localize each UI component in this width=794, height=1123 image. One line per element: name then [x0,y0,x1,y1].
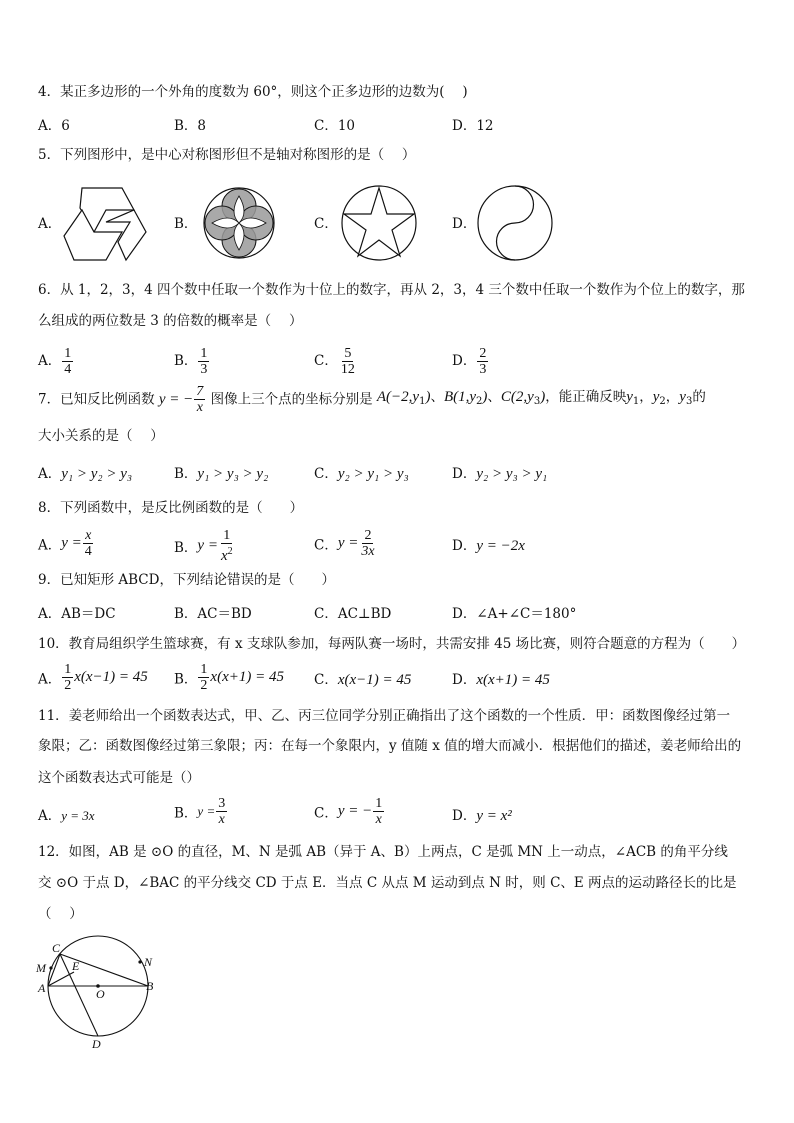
q8-stem: 8．下列函数中，是反比例函数的是（ ） [38,500,304,516]
q9-option-b: B．AC＝BD [174,606,252,622]
q4-option-b: B．8 [174,118,207,134]
q12-label-m: M [36,961,46,975]
q5-stem: 5．下列图形中，是中心对称图形但不是轴对称图形的是（ ） [38,147,416,163]
q12-label-o: O [96,987,105,1001]
q6-option-c: C． $\frac{5}{12}$ [314,346,355,377]
q6-line2: 么组成的两位数是 3 的倍数的概率是（ ） [38,313,303,329]
q8-option-d: D．y = −2x [452,538,525,554]
q8-option-a: A．y = $\frac{x}{4}$ [38,528,92,559]
q11-option-d: D．y = x² [452,808,512,824]
q8-option-b: B．y = $\frac{1}{x^2}$ [174,528,233,564]
q11-line2: 象限；乙：函数图像经过第三象限；丙：在每一个象限内，y 值随 x 值的增大而减小．根据他们的描述，姜老师给出的 [38,738,742,754]
q10-stem: 10．教育局组织学生篮球赛，有 x 支球队参加，每两队赛一场时，共需安排 45 场比赛，则符合题意的方程为（ ） [38,636,746,652]
q12-label-e: E [72,959,80,973]
q9-option-a: A．AB＝DC [38,606,116,622]
q11-option-c: C．y = − $\frac{1}{x}$ [314,796,383,827]
q12-line1: 12．如图，AB 是 ⊙O 的直径，M、N 是弧 AB（异于 A、B）上两点，C 是弧 MN 上一动点，∠ACB 的角平分线 [38,844,728,860]
q11-option-a: A．y = 3x [38,808,95,824]
q5-label-c: C． [314,216,338,232]
q10-option-a: A． $\frac{1}{2}$ x(x−1) = 45 [38,662,148,693]
q9-option-c: C．AC⊥BD [314,606,392,622]
q12-label-b: B [146,979,154,993]
q4-option-c: C．10 [314,118,356,134]
q6-option-b: B． $\frac{1}{3}$ [174,346,208,377]
q11-line1: 11．姜老师给出一个函数表达式，甲、乙、丙三位同学分别正确指出了这个函数的一个性质．甲：函数图像经过第一 [38,708,731,724]
q5-label-b: B． [174,216,198,232]
q12-figure [34,938,164,1050]
q6-line1: 6．从 1，2，3，4 四个数中任取一个数作为十位上的数字，再从 2，3，4 三个数中任取一个数作为个位上的数字，那 [38,282,745,298]
q8-option-c: C．y = $\frac{2}{3x}$ [314,528,375,559]
q10-option-d: D．x(x+1) = 45 [452,672,550,688]
q12-label-c: C [52,941,61,955]
q7-option-c: C．y₂ > y₁ > y₃ [314,466,409,482]
q6-option-d: D． $\frac{2}{3}$ [452,346,487,377]
q12-line2: 交 ⊙O 于点 D，∠BAC 的平分线交 CD 于点 E．当点 C 从点 M 运动到点 N 时，则 C、E 两点的运动路径长的比是 [38,875,737,891]
q8-options [38,524,763,564]
q5-label-a: A． [38,216,62,232]
q6-option-a: A． $\frac{1}{4}$ [38,346,72,377]
q7-options [38,462,763,484]
q12-label-d: D [92,1037,101,1051]
q11-option-b: B．y = $\frac{3}{x}$ [174,796,226,827]
q10-options [38,660,763,700]
q12-line-ca [48,954,60,986]
q12-label-a: A [38,981,46,995]
q4-stem: 4．某正多边形的一个外角的度数为 60°，则这个正多边形的边数为( ) [38,84,468,100]
q5-figure-a [60,184,148,264]
q10-option-b: B． $\frac{1}{2}$ x(x+1) = 45 [174,662,284,693]
q9-option-d: D．∠A+∠C＝180° [452,606,577,622]
q7-option-b: B．y₁ > y₃ > y₂ [174,466,269,482]
q4-options [38,114,763,136]
q10-option-c: C．x(x−1) = 45 [314,672,412,688]
q7-line2: 大小关系的是（ ） [38,428,164,444]
q5-figure-c [340,184,418,262]
q9-options [38,602,763,624]
q5-figure-d [476,184,554,262]
q11-options [38,796,763,836]
q5-label-d: D． [452,216,477,232]
q4-option-a: A．6 [38,118,70,134]
q5-figure-b [202,186,276,260]
q9-stem: 9．已知矩形 ABCD，下列结论错误的是（ ） [38,572,335,588]
q7-option-a: A．y₁ > y₂ > y₃ [38,466,133,482]
q11-line3: 这个函数表达式可能是（） [38,770,200,786]
q12-label-n: N [144,955,153,969]
q12-line3: （ ） [38,906,83,922]
q6-options [38,340,763,376]
q7-line1: 7．已知反比例函数 y = − $\frac{7}{x}$ 图像上三个点的坐标分别是 $A(-2,y_1)$、$B(1,y_2)$、$C(2,y_3)$，能正确反映$y_1$，$y_2$，$y_3$的 [38,384,706,415]
q4-option-d: D．12 [452,118,494,134]
q7-option-d: D．y₂ > y₃ > y₁ [452,466,548,482]
